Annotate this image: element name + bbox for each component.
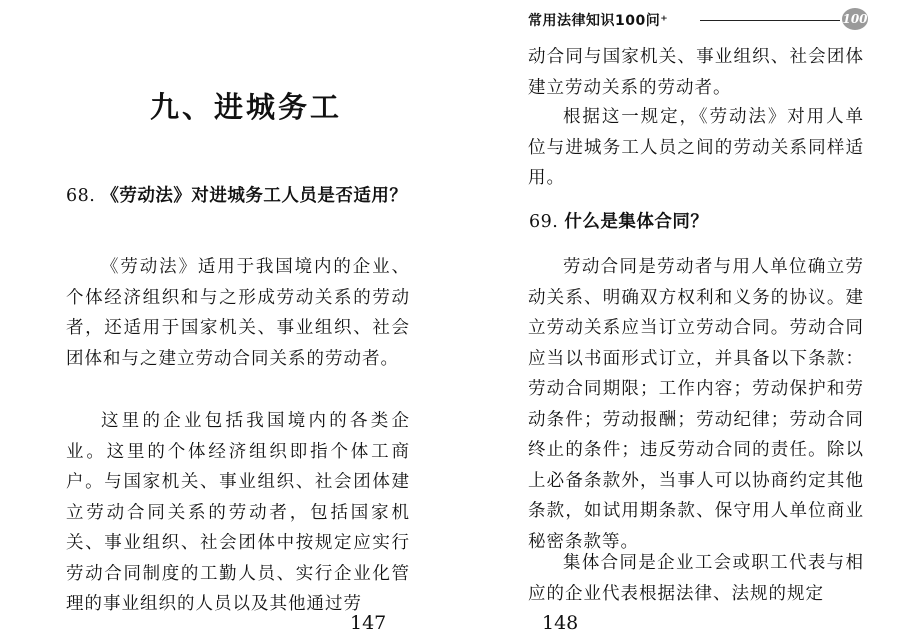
page-number: 147: [350, 612, 387, 634]
page-number: 148: [542, 612, 579, 634]
right-page: [462, 0, 924, 640]
question-number: 69.: [529, 212, 559, 232]
header-badge: 100: [842, 8, 868, 30]
question-heading-69: [529, 206, 859, 238]
body-paragraph: 这里的企业包括我国境内的各类企业。这里的个体经济组织即指个体工商户。与国家机关、事业组织、社会团体建立劳动合同关系的劳动者，包括国家机关、事业组织、社会团体中按规定应实行劳动合同制度的工勤人员、实行企业化管理的事业组织的人员以及其他通过劳: [66, 411, 410, 614]
question-number: 68.: [66, 186, 96, 206]
body-paragraph: 劳动合同是劳动者与用人单位确立劳动关系、明确双方权利和义务的协议。建立劳动关系应当订立劳动合同。劳动合同应当以书面形式订立，并具备以下条款：劳动合同期限；工作内容；劳动保护和劳动条件；劳动报酬；劳动纪律；劳动合同终止的条件；违反劳动合同的责任。除以上必备条款外，当事人可以协商约定其他条款，如试用期条款、保守用人单位商业秘密条款等。: [528, 257, 864, 552]
chapter-title: 九、进城务工: [150, 90, 343, 124]
body-paragraph: 根据这一规定，《劳动法》对用人单位与进城务工人员之间的劳动关系同样适用。: [528, 107, 864, 188]
continued-paragraph: 动合同与国家机关、事业组织、社会团体建立劳动关系的劳动者。: [528, 47, 864, 98]
body-paragraph: 《劳动法》适用于我国境内的企业、个体经济组织和与之形成劳动关系的劳动者，还适用于国家机关、事业组织、社会团体和与之建立劳动合同关系的劳动者。: [66, 257, 410, 369]
question-text: 什么是集体合同？: [564, 212, 709, 232]
running-header-title: 常用法律知识100问⁺: [528, 13, 669, 29]
question-text: 《劳动法》对进城务工人员是否适用？: [101, 186, 408, 206]
body-paragraph: 集体合同是企业工会或职工代表与相应的企业代表根据法律、法规的规定: [528, 553, 864, 604]
running-header: [528, 6, 868, 32]
header-rule: [700, 20, 840, 21]
question-heading-68: [66, 180, 410, 212]
